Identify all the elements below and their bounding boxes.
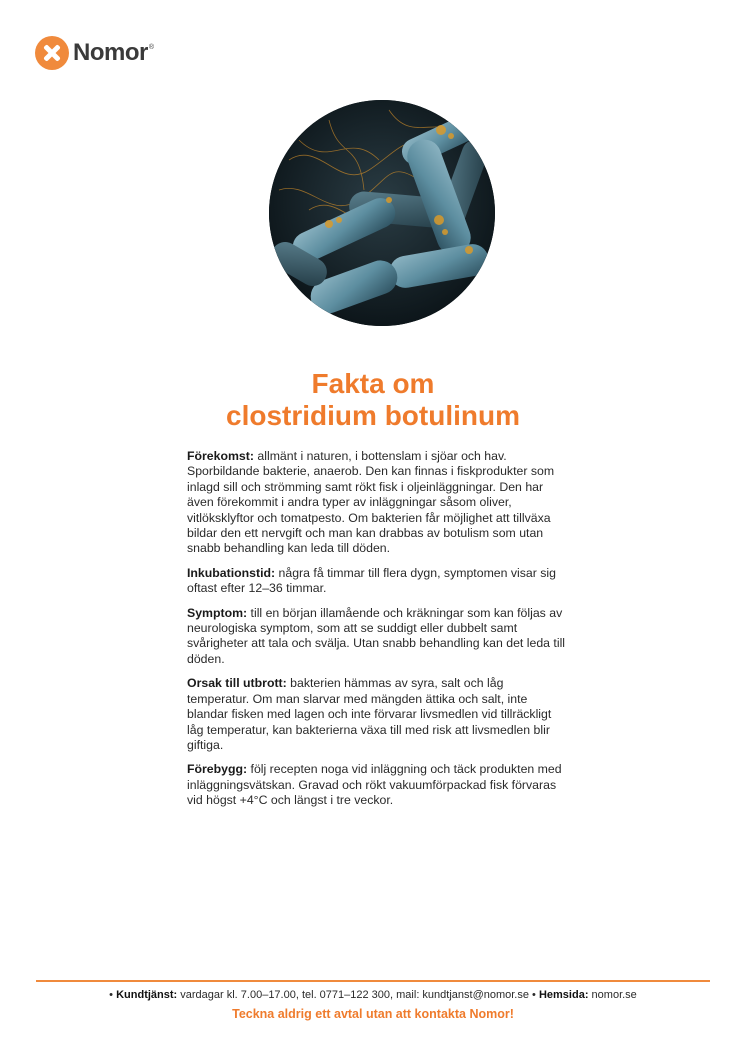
nomor-x-icon [35, 36, 69, 70]
service-label: Kundtjänst: [116, 989, 178, 1001]
fact-sections [187, 449, 567, 818]
section-symptom [187, 606, 567, 668]
tagline: Teckna aldrig ett avtal utan att kontakta Nomor! [232, 1007, 514, 1021]
section-label: Orsak till utbrott: [187, 676, 287, 691]
section-text: allmänt i naturen, i bottenslam i sjöar och hav. Sporbildande bakterie, anaerob. Den kan finnas i fiskprodukter som inlagd sill och strömming samt rökt fisk i oljeinläggningar. Den har även förekommit i andra typer av inläggningar såsom oliver, vitlöksklyftor och tomatpesto. Om bakterien får möjlighet att tillväxa bildar den ett nervgift och man kan drabbas av botulism som utan snabb behandling kan leda till döden. [187, 449, 555, 556]
title-line-1: Fakta om [311, 368, 435, 399]
web-text: nomor.se [588, 989, 637, 1001]
section-text: bakterien hämmas av syra, salt och låg temperatur. Om man slarvar med mängden ättika och salt, inte blandar fisken med lagen och inte förvarar livsmedlen vid tillräckligt låg temperatur, kan bakterierna växa till med risk att livsmedlen blir giftiga. [187, 676, 552, 752]
section-orsak [187, 676, 567, 753]
title-line-2: clostridium botulinum [226, 400, 520, 431]
section-text: följ recepten noga vid inläggning och täck produkten med inläggningsvätskan. Gravad och rökt vakuumförpackad fisk förvaras vid högst +4°C och längst i tre veckor. [187, 762, 562, 808]
section-text: några få timmar till flera dygn, symptomen visar sig oftast efter 12–36 timmar. [187, 565, 557, 596]
page-title [0, 368, 746, 432]
bacteria-illustration [269, 100, 495, 326]
section-inkubationstid [187, 566, 567, 597]
section-label: Inkubationstid: [187, 565, 276, 580]
section-label: Förebygg: [187, 762, 248, 777]
service-text: vardagar kl. 7.00–17.00, tel. 0771–122 300, mail: kundtjanst@nomor.se [177, 989, 533, 1001]
footer-divider [36, 980, 710, 982]
section-forekomst [187, 449, 567, 557]
contact-line [0, 989, 746, 1001]
section-label: Symptom: [187, 605, 248, 620]
section-forebygg [187, 762, 567, 808]
bullet: • [532, 989, 536, 1001]
bullet: • [109, 989, 114, 1001]
section-label: Förekomst: [187, 449, 254, 463]
registered-mark: ® [148, 43, 155, 51]
web-label: Hemsida: [538, 989, 589, 1001]
brand-name: Nomor [73, 39, 148, 66]
nomor-logo [35, 36, 154, 70]
section-text: till en början illamående och kräkningar som kan följas av neurologiska symptom, som att se suddigt eller dubbelt samt svårigheter att tala och svälja. Utan snabb behandling kan det leda till döden. [187, 605, 566, 666]
